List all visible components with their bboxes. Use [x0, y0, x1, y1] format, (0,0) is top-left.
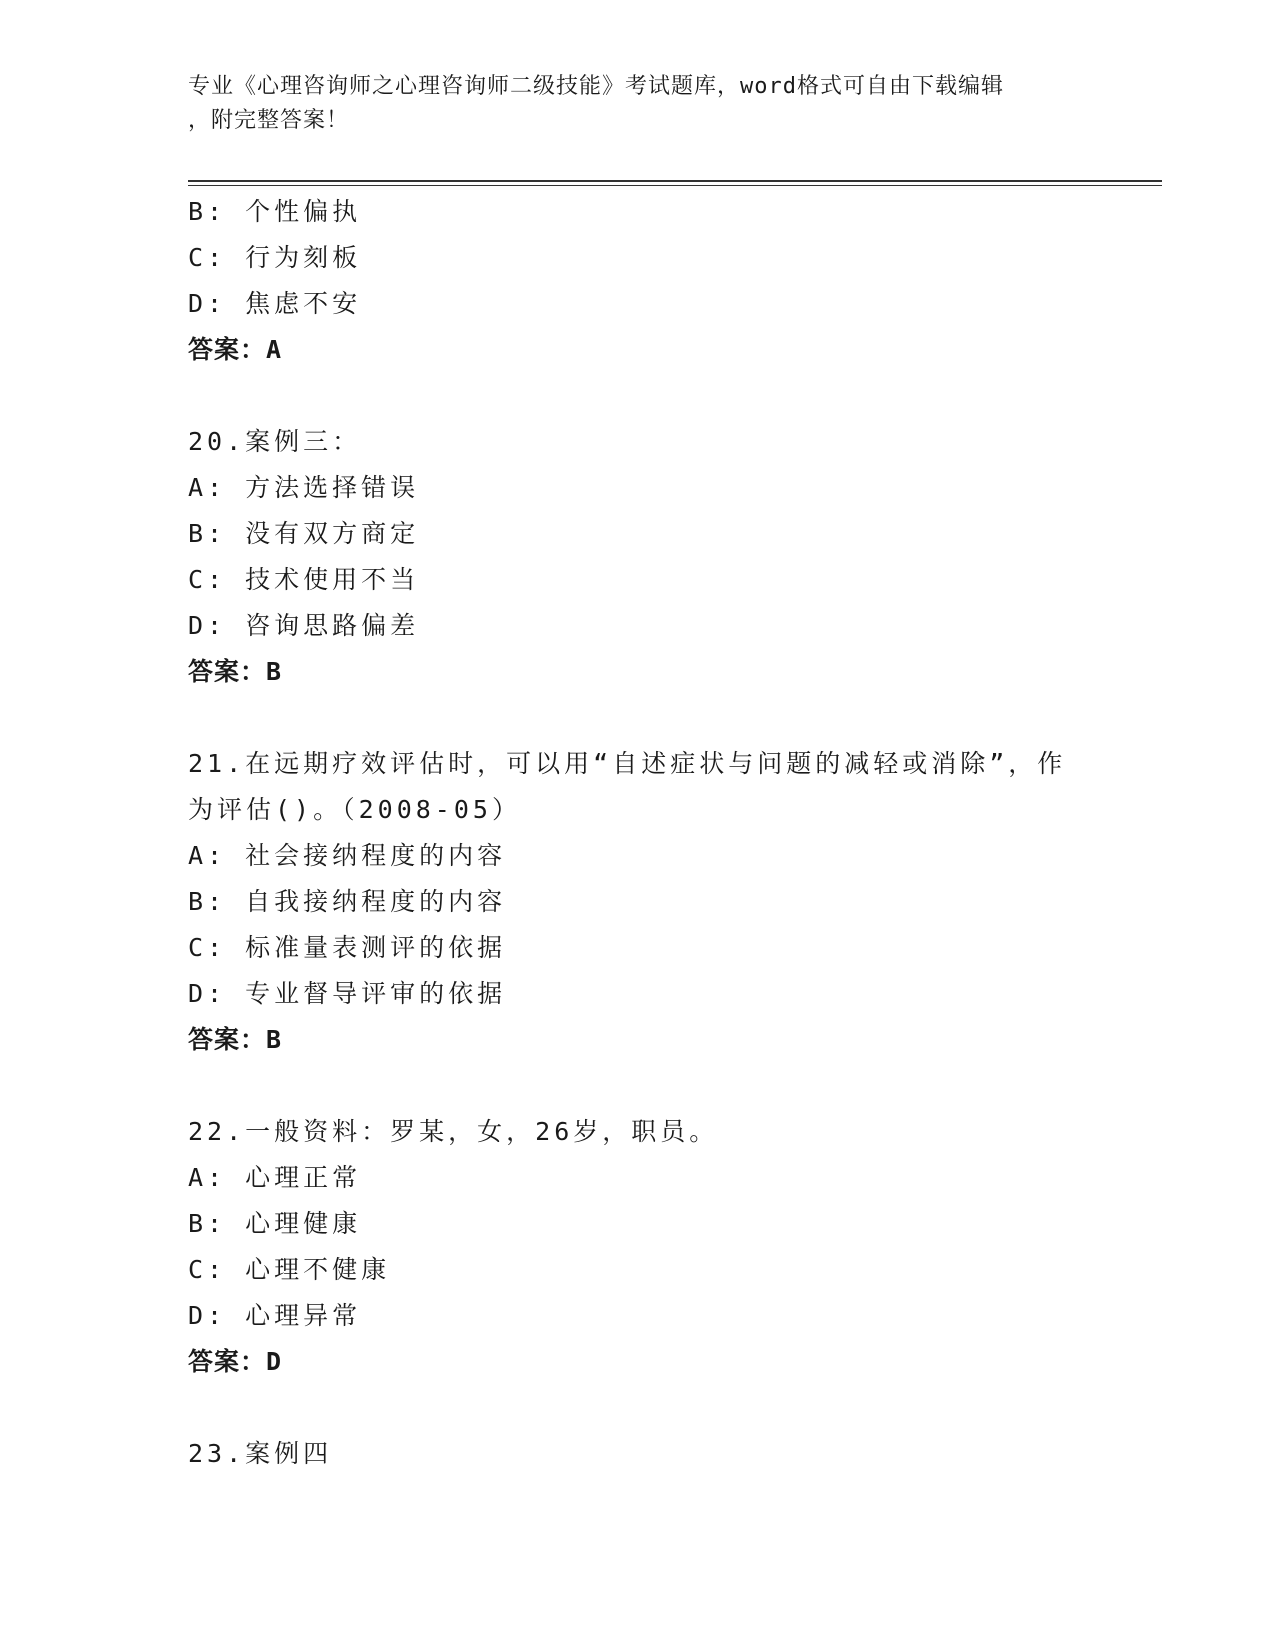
document-header: [188, 70, 1088, 138]
question-21: [188, 741, 1088, 1063]
option-a: A: 方法选择错误: [188, 473, 420, 502]
question-23: [188, 1431, 1088, 1477]
option-d: D: 心理异常: [188, 1301, 362, 1330]
answer-label: 答案：B: [188, 657, 283, 686]
answer-label: 答案：A: [188, 335, 283, 364]
answer-label: 答案：D: [188, 1347, 283, 1376]
option-b: B: 个性偏执: [188, 197, 362, 226]
question-stem-line-1: 21.在远期疗效评估时，可以用“自述症状与问题的减轻或消除”，作: [188, 749, 1067, 778]
question-list: [188, 189, 1088, 1477]
answer-label: 答案：B: [188, 1025, 283, 1054]
question-stem: 22.一般资料：罗某，女，26岁，职员。: [188, 1117, 719, 1146]
option-c: C: 标准量表测评的依据: [188, 933, 507, 962]
question-stem: 20.案例三：: [188, 427, 362, 456]
question-stem: 23.案例四: [188, 1439, 333, 1468]
question-19: [188, 189, 1088, 373]
option-b: B: 没有双方商定: [188, 519, 420, 548]
option-d: D: 咨询思路偏差: [188, 611, 420, 640]
header-line-1: 专业《心理咨询师之心理咨询师二级技能》考试题库，word格式可自由下载编辑: [188, 74, 1004, 99]
option-b: B: 自我接纳程度的内容: [188, 887, 507, 916]
header-divider: [188, 180, 1162, 182]
header-divider-thin: [188, 185, 1162, 186]
header-line-2: ，附完整答案！: [188, 108, 350, 133]
option-d: D: 焦虑不安: [188, 289, 362, 318]
option-c: C: 行为刻板: [188, 243, 362, 272]
option-b: B: 心理健康: [188, 1209, 362, 1238]
question-20: [188, 419, 1088, 695]
option-a: A: 社会接纳程度的内容: [188, 841, 507, 870]
question-22: [188, 1109, 1088, 1385]
option-a: A: 心理正常: [188, 1163, 362, 1192]
option-c: C: 心理不健康: [188, 1255, 391, 1284]
question-stem-line-2: 为评估()。（2008-05）: [188, 795, 521, 824]
option-c: C: 技术使用不当: [188, 565, 420, 594]
option-d: D: 专业督导评审的依据: [188, 979, 507, 1008]
